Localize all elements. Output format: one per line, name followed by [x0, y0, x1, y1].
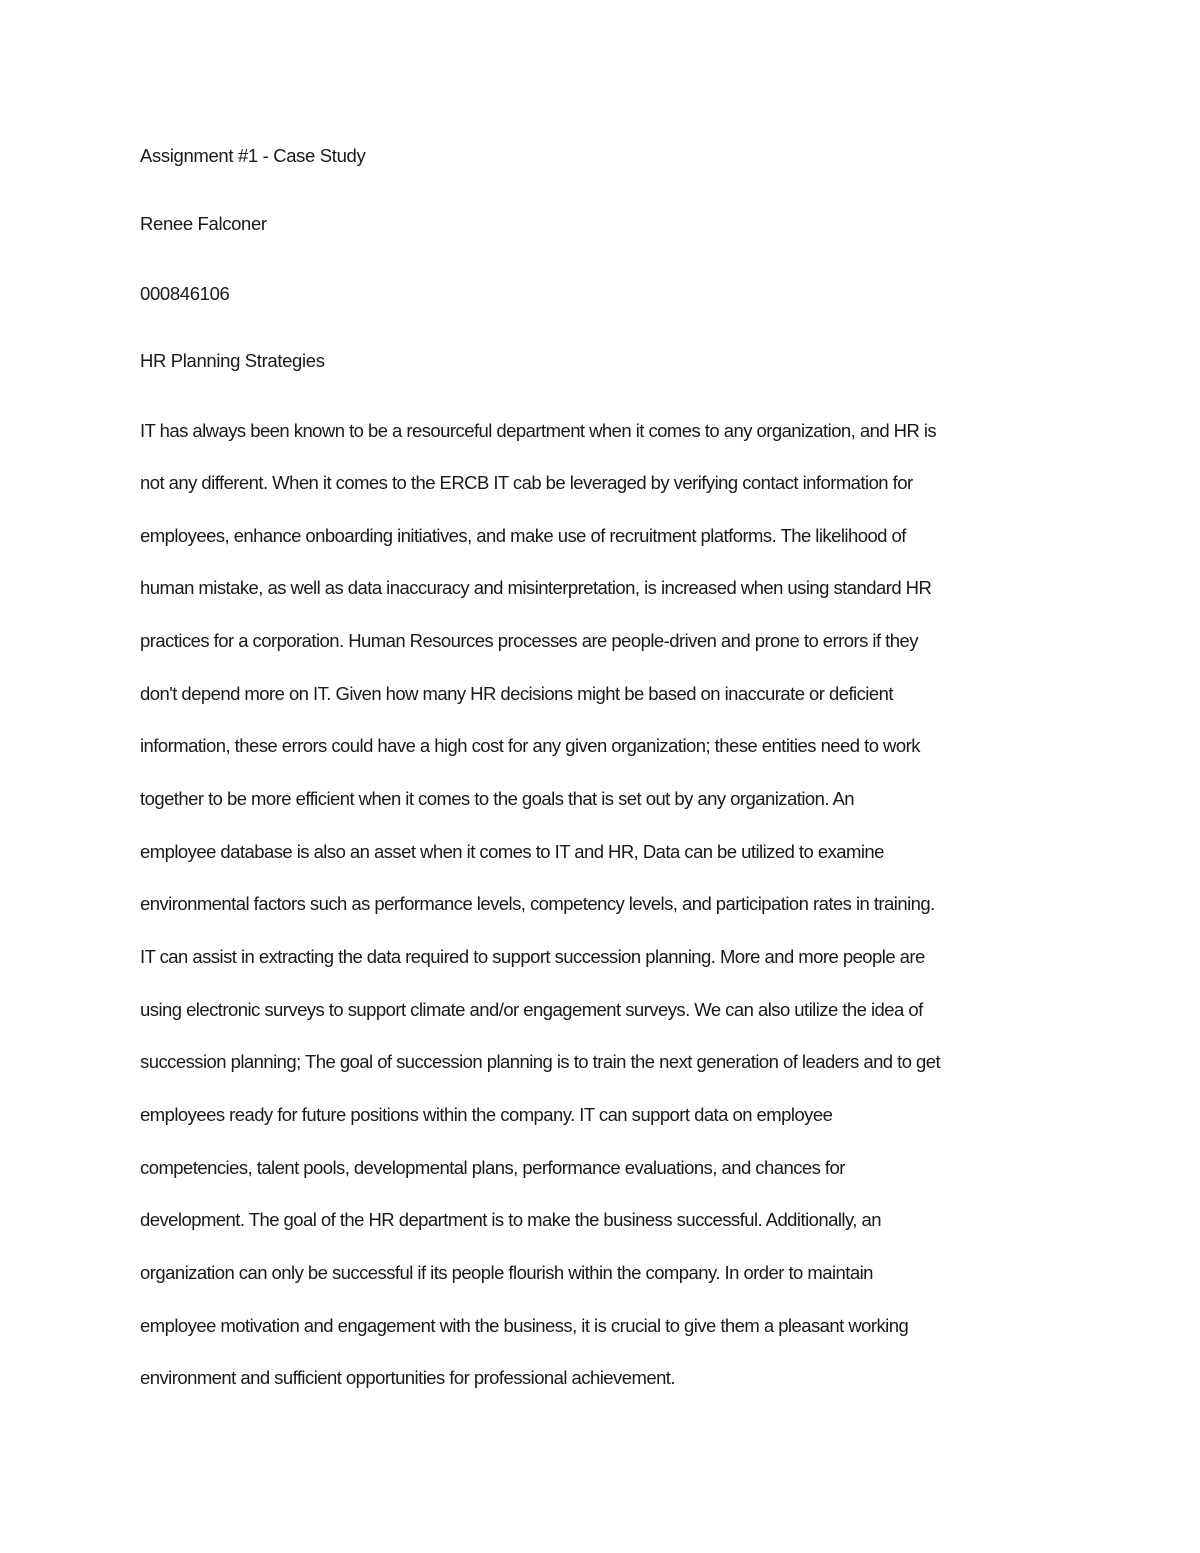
body-line: information, these errors could have a high cost for any given organization; these entities need to work — [140, 735, 920, 756]
body-line: using electronic surveys to support climate and/or engagement surveys. We can also utilize the idea of — [140, 999, 923, 1020]
body-line: not any different. When it comes to the ERCB IT cab be leveraged by verifying contact information for — [140, 472, 913, 493]
body-line: together to be more efficient when it comes to the goals that is set out by any organization. An — [140, 788, 855, 809]
body-line: competencies, talent pools, developmental plans, performance evaluations, and chances for — [140, 1157, 845, 1178]
body-line: organization can only be successful if its people flourish within the company. In order to maintain — [140, 1262, 873, 1283]
body-line: employees, enhance onboarding initiatives, and make use of recruitment platforms. The likelihood of — [140, 525, 906, 546]
body-line: human mistake, as well as data inaccuracy and misinterpretation, is increased when using standard HR — [140, 577, 932, 598]
body-line: employees ready for future positions within the company. IT can support data on employee — [140, 1104, 833, 1125]
body-line: practices for a corporation. Human Resources processes are people-driven and prone to errors if they — [140, 630, 918, 651]
student-id: 000846106 — [140, 283, 230, 304]
body-line: employee database is also an asset when it comes to IT and HR, Data can be utilized to examine — [140, 841, 884, 862]
body-line: development. The goal of the HR department is to make the business successful. Additionally, an — [140, 1209, 881, 1230]
body-line: succession planning; The goal of succession planning is to train the next generation of leaders and to get — [140, 1051, 941, 1072]
body-line: environment and sufficient opportunities for professional achievement. — [140, 1367, 675, 1388]
body-line: employee motivation and engagement with the business, it is crucial to give them a pleasant working — [140, 1315, 909, 1336]
body-line: environmental factors such as performance levels, competency levels, and participation rates in training. — [140, 893, 935, 914]
body-line: IT has always been known to be a resourceful department when it comes to any organization, and HR is — [140, 420, 937, 441]
body-line: IT can assist in extracting the data required to support succession planning. More and more people are — [140, 946, 925, 967]
body-line: don't depend more on IT. Given how many HR decisions might be based on inaccurate or deficient — [140, 683, 893, 704]
assignment-title: Assignment #1 - Case Study — [140, 145, 366, 166]
section-heading: HR Planning Strategies — [140, 350, 325, 371]
author-name: Renee Falconer — [140, 213, 267, 234]
